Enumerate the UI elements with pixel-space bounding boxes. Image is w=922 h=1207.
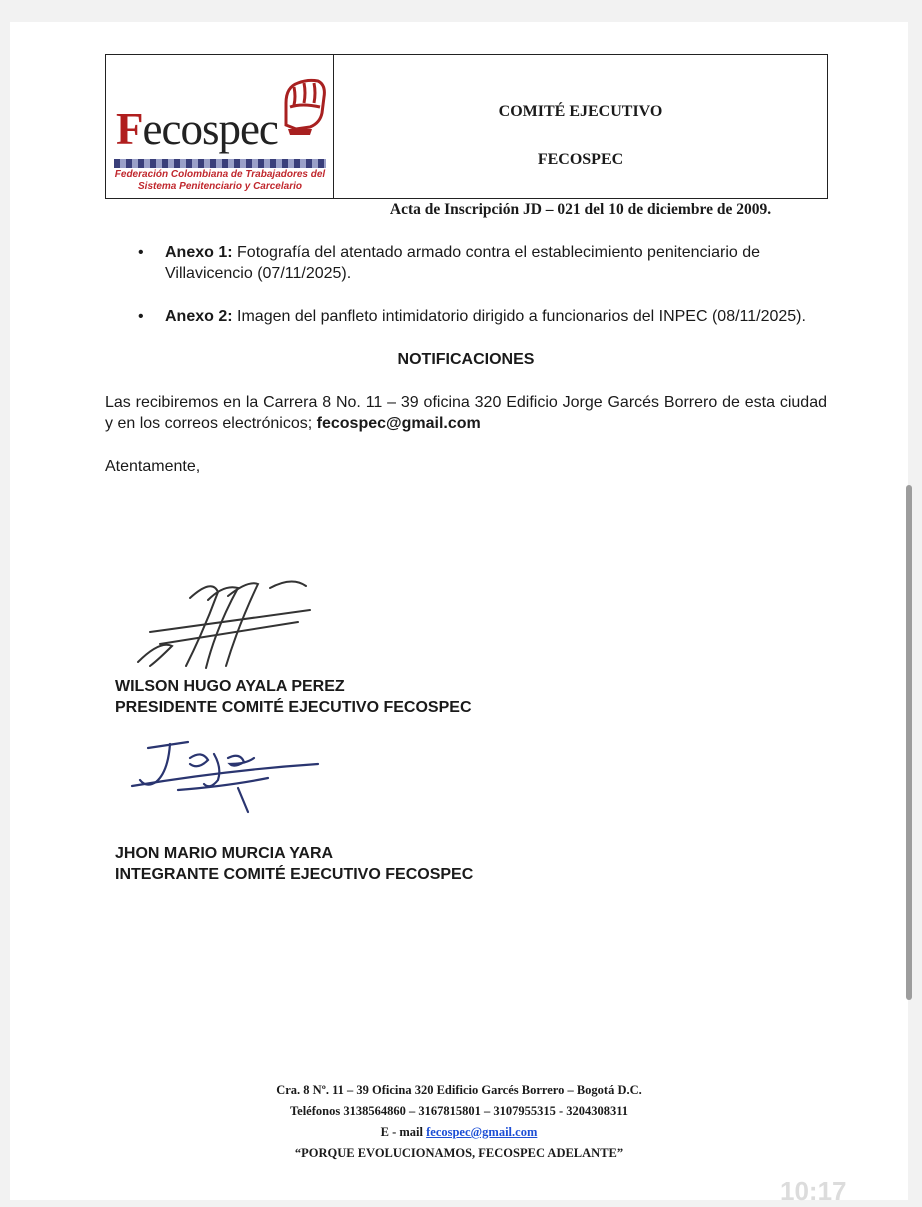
footer-email-line: E - mail fecospec@gmail.com [380, 1125, 538, 1139]
notificaciones-title: NOTIFICACIONES [397, 351, 535, 368]
letter-footer [10, 1080, 908, 1164]
closing: Atentamente, [105, 458, 201, 475]
footer-slogan: “PORQUE EVOLUCIONAMOS, FECOSPEC ADELANTE” [294, 1146, 624, 1160]
signer-1-role: PRESIDENTE COMITÉ EJECUTIVO FECOSPEC [115, 699, 472, 716]
signature-1-image [120, 570, 320, 674]
signature-2-image [118, 728, 338, 824]
status-clock: 10:17 [780, 1176, 847, 1206]
letterhead [105, 54, 828, 218]
logo [106, 55, 334, 198]
notificaciones-text: Las recibiremos en la Carrera 8 No. 11 – 39 oficina 320 Edificio Jorge Garcés Borrero de esta ciudad y en los correos electrónicos; fecospec@gmail.com [105, 394, 827, 432]
logo-wordmark: Fecospec [116, 104, 278, 154]
anexo-item: • Anexo 2: Imagen del panfleto intimidatorio dirigido a funcionarios del INPEC (08/11/2025). [138, 308, 806, 325]
signer-2 [115, 843, 473, 885]
header-acta: Acta de Inscripción JD – 021 del 10 de diciembre de 2009. [389, 201, 772, 218]
signer-2-role: INTEGRANTE COMITÉ EJECUTIVO FECOSPEC [115, 866, 474, 883]
letter-body [105, 242, 827, 477]
footer-phones: Teléfonos 3138564860 – 3167815801 – 3107955315 - 3204308311 [289, 1104, 629, 1118]
notificaciones-email: fecospec@gmail.com [316, 415, 481, 432]
scrollbar[interactable] [906, 485, 912, 1000]
logo-subtitle: Federación Colombiana de Trabajadores del Sistema Penitenciario y Carcelario [114, 169, 326, 192]
fist-logo-icon [276, 73, 328, 135]
signer-1-name: WILSON HUGO AYALA PEREZ [115, 678, 345, 695]
header-committee: COMITÉ EJECUTIVO [498, 103, 663, 120]
footer-address: Cra. 8 Nº. 11 – 39 Oficina 320 Edificio Garcés Borrero – Bogotá D.C. [276, 1083, 642, 1097]
header-org: FECOSPEC [537, 151, 624, 168]
logo-stripe [114, 159, 326, 168]
footer-email-link[interactable]: fecospec@gmail.com [426, 1125, 538, 1139]
signer-2-name: JHON MARIO MURCIA YARA [115, 845, 334, 862]
anexo-item: • Anexo 1: Fotografía del atentado armado contra el establecimiento penitenciario de Villavicencio (07/11/2025). [138, 244, 761, 282]
signer-1 [115, 676, 472, 718]
bullet-icon: • [138, 308, 144, 325]
bullet-icon: • [138, 244, 144, 261]
